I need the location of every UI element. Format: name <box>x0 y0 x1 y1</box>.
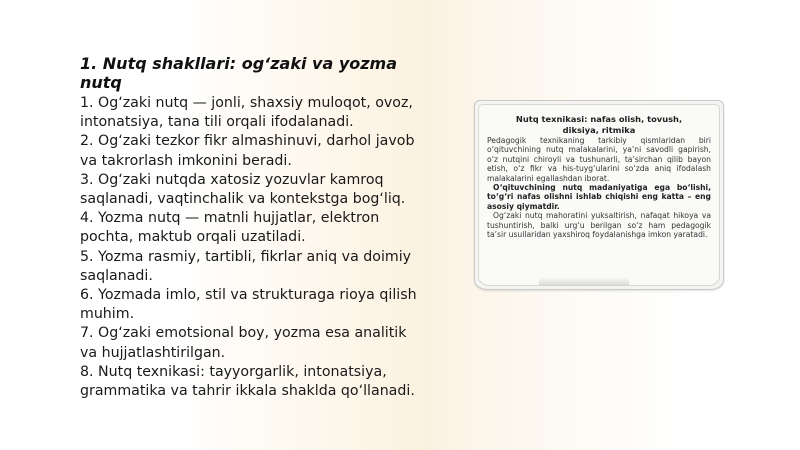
list-item: 4. Yozma nutq — matnli hujjatlar, elektron pochta, maktub orqali uzatiladi. <box>80 210 380 246</box>
figure-bottom-shadow <box>539 277 629 285</box>
figure-image <box>474 100 724 290</box>
figure-paragraph-emphasis: O‘qituvchining nutq madaniyatiga ega bo‘lishi, to‘g‘ri nafas olishni ishlab chiqishi eng katta – eng asosiy qiymatdir. <box>487 183 711 211</box>
list-item: 6. Yozmada imlo, stil va strukturaga rioya qilish muhim. <box>80 287 417 323</box>
figure-body <box>487 136 711 239</box>
list-item: 7. Og‘zaki emotsional boy, yozma esa analitik va hujjatlashtirilgan. <box>80 325 407 361</box>
bullet-list <box>80 94 425 401</box>
list-item: 8. Nutq texnikasi: tayyorgarlik, intonatsiya, grammatika va tahrir ikkala shaklda qo‘llanadi. <box>80 363 415 400</box>
figure-paragraph: Pedagogik texnikaning tarkibiy qismlaridan biri o‘qituvchining nutq malakalarini, ya’ni savodli gapirish, o‘z nutqini chiroyli va tushunarli, ta’sirchan qilib bayon etish, o‘z fikr va his-tuyg‘ularini so‘zda aniq ifodalash malakalarini egallashdan iborat. <box>487 136 711 183</box>
figure-paragraph: Og‘zaki nutq mahoratini yuksaltirish, nafaqat hikoya va tushuntirish, balki urg‘u berilgan so‘z ham pedagogik ta’sir usullaridan yaxshiroq foydalanishga imkon yaratadi. <box>487 211 711 240</box>
figure-title: Nutq texnikasi: nafas olish, tovush, diksiya, ritmika <box>515 114 683 135</box>
list-item: 5. Yozma rasmiy, tartibli, fikrlar aniq va doimiy saqlanadi. <box>80 248 412 284</box>
list-item: 3. Og‘zaki nutqda xatosiz yozuvlar kamroq saqlanadi, vaqtinchalik va kontekstga bog‘liq. <box>80 171 406 208</box>
slide-title: 1. Nutq shakllari: og‘zaki va yozma nutq <box>80 54 398 92</box>
figure-frame <box>478 104 720 286</box>
list-item: 2. Og‘zaki tezkor fikr almashinuvi, darhol javob va takrorlash imkonini beradi. <box>80 133 415 169</box>
list-item: 1. Og‘zaki nutq — jonli, shaxsiy muloqot, ovoz, intonatsiya, tana tili orqali ifodalanadi. <box>80 95 413 131</box>
